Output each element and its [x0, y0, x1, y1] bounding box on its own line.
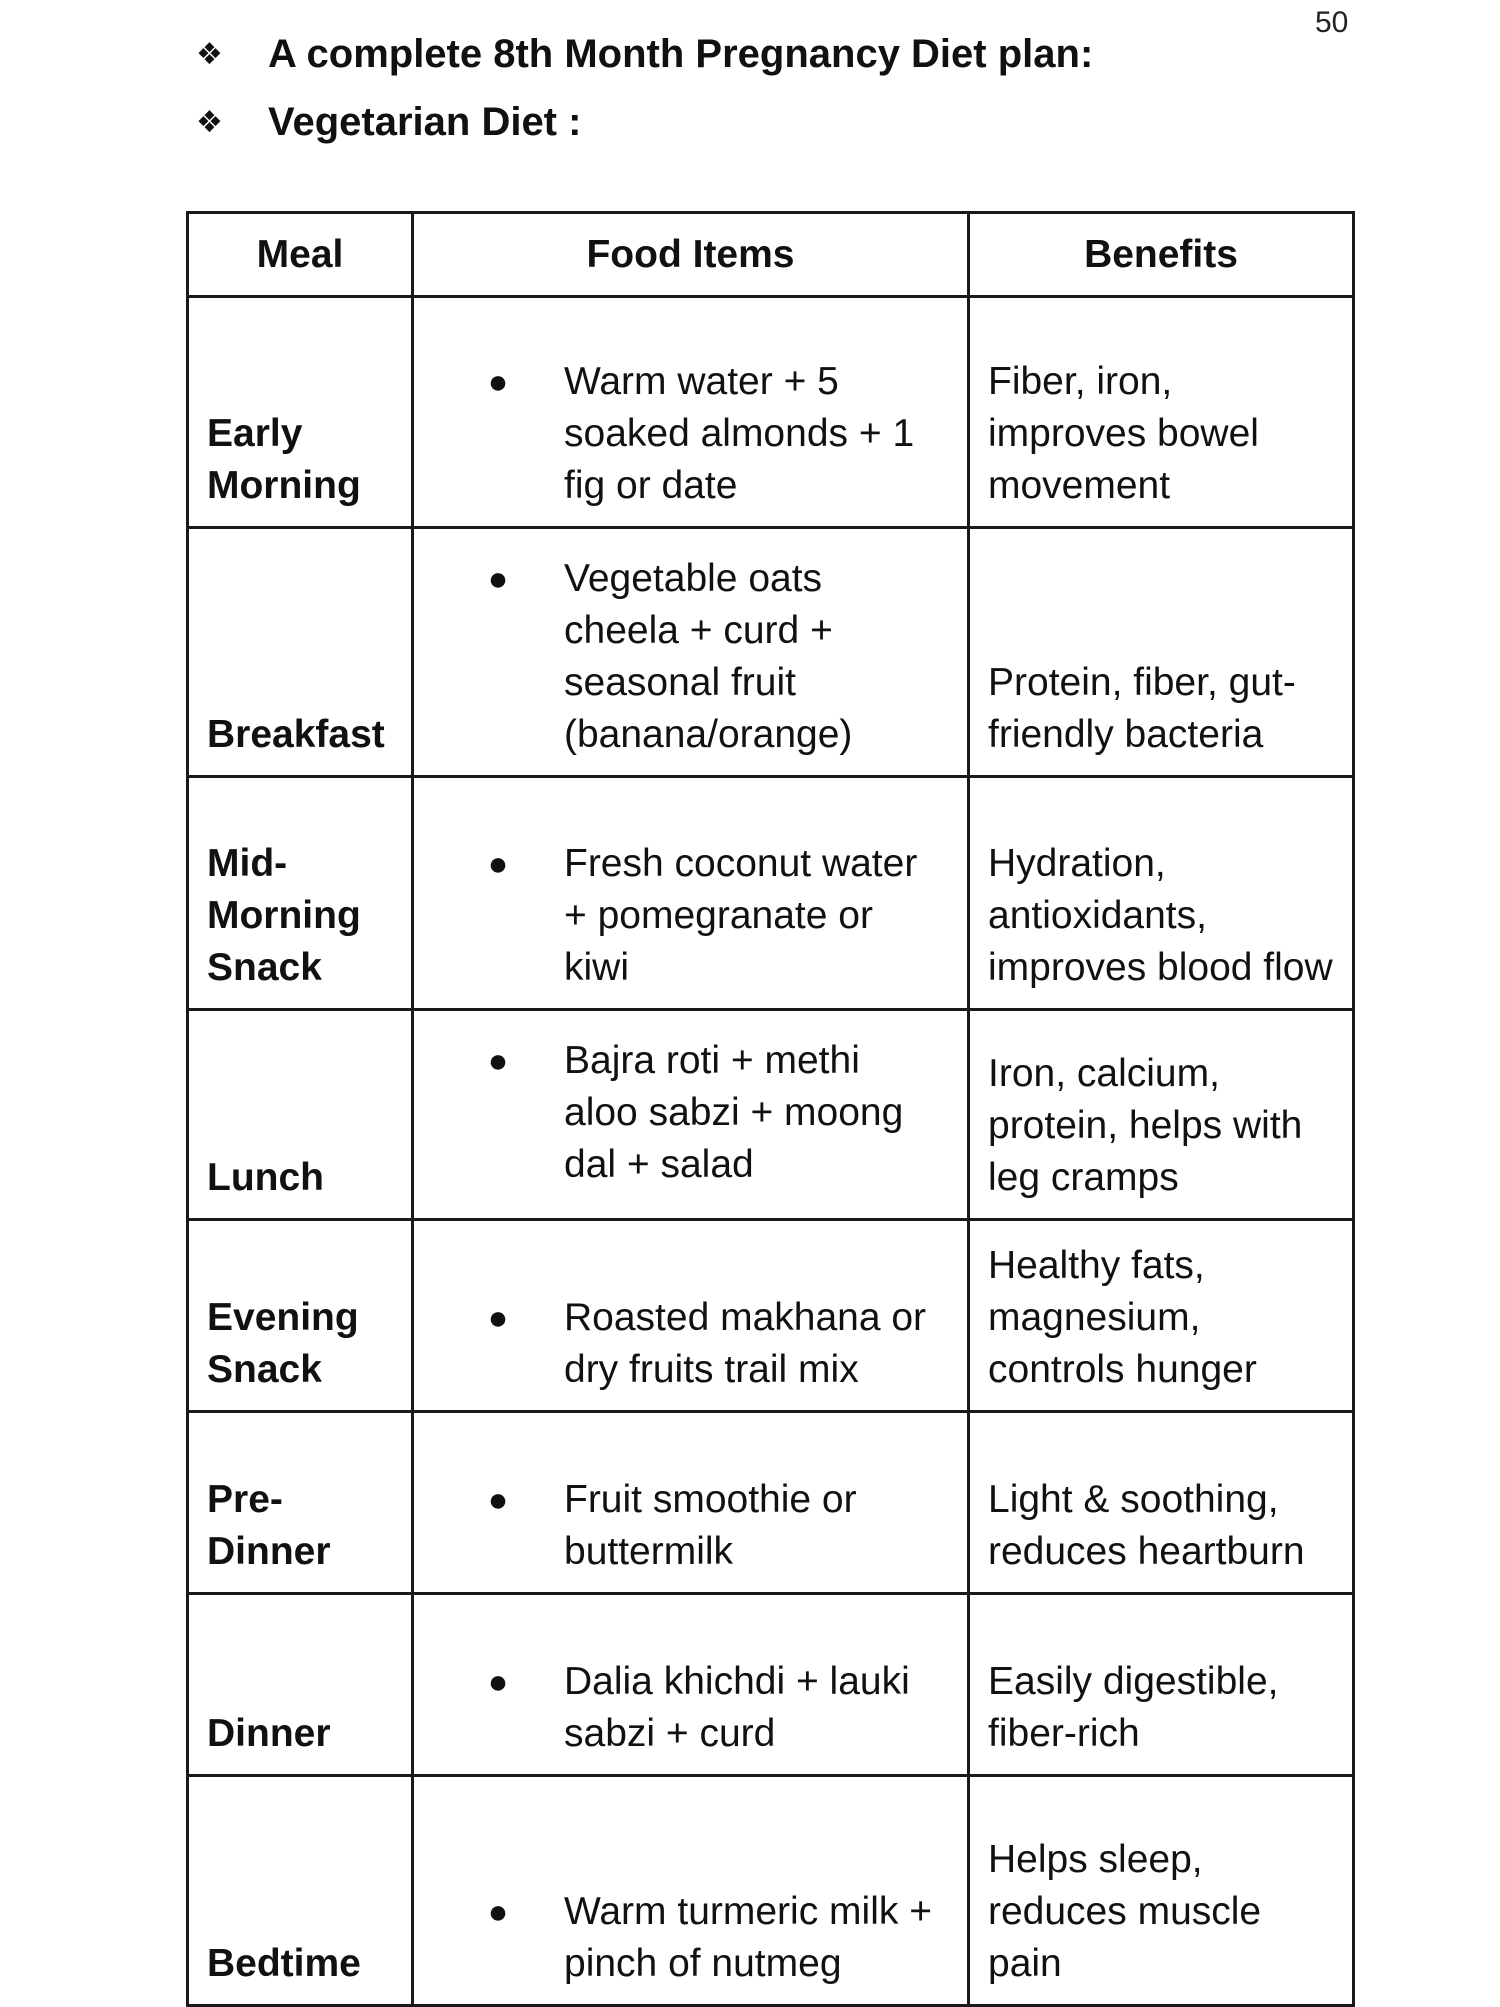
heading-diet-plan: [196, 32, 1093, 77]
diamond-bullet-icon: ❖: [196, 38, 223, 71]
bullet-dot-icon: ●: [487, 1042, 509, 1080]
food-text: Dalia khichdi + lauki sabzi + curd: [564, 1660, 910, 1755]
page-number: 50: [1315, 6, 1349, 39]
meal-cell: Lunch: [188, 1010, 413, 1220]
food-cell: [413, 1776, 969, 2006]
bullet-dot-icon: ●: [487, 845, 509, 883]
benefit-cell: Light & soothing, reduces heartburn: [969, 1412, 1354, 1594]
meal-cell: Bedtime: [188, 1776, 413, 2006]
benefit-cell: Easily digestible, fiber-rich: [969, 1594, 1354, 1776]
table-row: [188, 528, 1354, 777]
benefit-cell: Protein, fiber, gut-friendly bacteria: [969, 528, 1354, 777]
food-cell: [413, 1594, 969, 1776]
table-row: [188, 1220, 1354, 1412]
benefit-cell: Hydration, antioxidants, improves blood flow: [969, 777, 1354, 1010]
meal-cell: Pre-Dinner: [188, 1412, 413, 1594]
food-cell: [413, 777, 969, 1010]
food-cell: [413, 1010, 969, 1220]
bullet-dot-icon: ●: [487, 560, 509, 598]
diet-table: [186, 211, 1355, 2007]
header-food-items: Food Items: [413, 213, 969, 297]
food-text: Vegetable oats cheela + curd + seasonal fruit (banana/orange): [564, 557, 853, 756]
food-text: Roasted makhana or dry fruits trail mix: [564, 1296, 927, 1391]
header-benefits: Benefits: [969, 213, 1354, 297]
benefit-cell: Helps sleep, reduces muscle pain: [969, 1776, 1354, 2006]
benefit-cell: Iron, calcium, protein, helps with leg cramps: [969, 1010, 1354, 1220]
diamond-bullet-icon: ❖: [196, 106, 223, 139]
bullet-dot-icon: ●: [487, 1663, 509, 1701]
table-row: [188, 1010, 1354, 1220]
meal-cell: Breakfast: [188, 528, 413, 777]
benefit-cell: Fiber, iron, improves bowel movement: [969, 297, 1354, 528]
benefit-cell: Healthy fats, magnesium, controls hunger: [969, 1220, 1354, 1412]
food-text: Bajra roti + methi aloo sabzi + moong dal + salad: [564, 1039, 904, 1186]
meal-cell: Evening Snack: [188, 1220, 413, 1412]
meal-cell: Dinner: [188, 1594, 413, 1776]
food-text: Fresh coconut water + pomegranate or kiwi: [564, 842, 918, 989]
bullet-dot-icon: ●: [487, 363, 509, 401]
table-row: [188, 1776, 1354, 2006]
food-cell: [413, 528, 969, 777]
table-row: [188, 297, 1354, 528]
table-header-row: [188, 213, 1354, 297]
table-row: [188, 777, 1354, 1010]
table-row: [188, 1412, 1354, 1594]
food-text: Warm water + 5 soaked almonds + 1 fig or date: [564, 360, 915, 507]
bullet-dot-icon: ●: [487, 1893, 509, 1931]
heading-text: Vegetarian Diet :: [268, 100, 582, 144]
food-text: Warm turmeric milk + pinch of nutmeg: [564, 1890, 932, 1985]
meal-cell: Mid-Morning Snack: [188, 777, 413, 1010]
heading-text: A complete 8th Month Pregnancy Diet plan:: [268, 32, 1094, 76]
heading-vegetarian: [196, 100, 581, 145]
bullet-dot-icon: ●: [487, 1299, 509, 1337]
header-meal: Meal: [188, 213, 413, 297]
food-cell: [413, 1220, 969, 1412]
food-cell: [413, 297, 969, 528]
bullet-dot-icon: ●: [487, 1481, 509, 1519]
table-row: [188, 1594, 1354, 1776]
food-cell: [413, 1412, 969, 1594]
food-text: Fruit smoothie or buttermilk: [564, 1478, 857, 1573]
meal-cell: Early Morning: [188, 297, 413, 528]
